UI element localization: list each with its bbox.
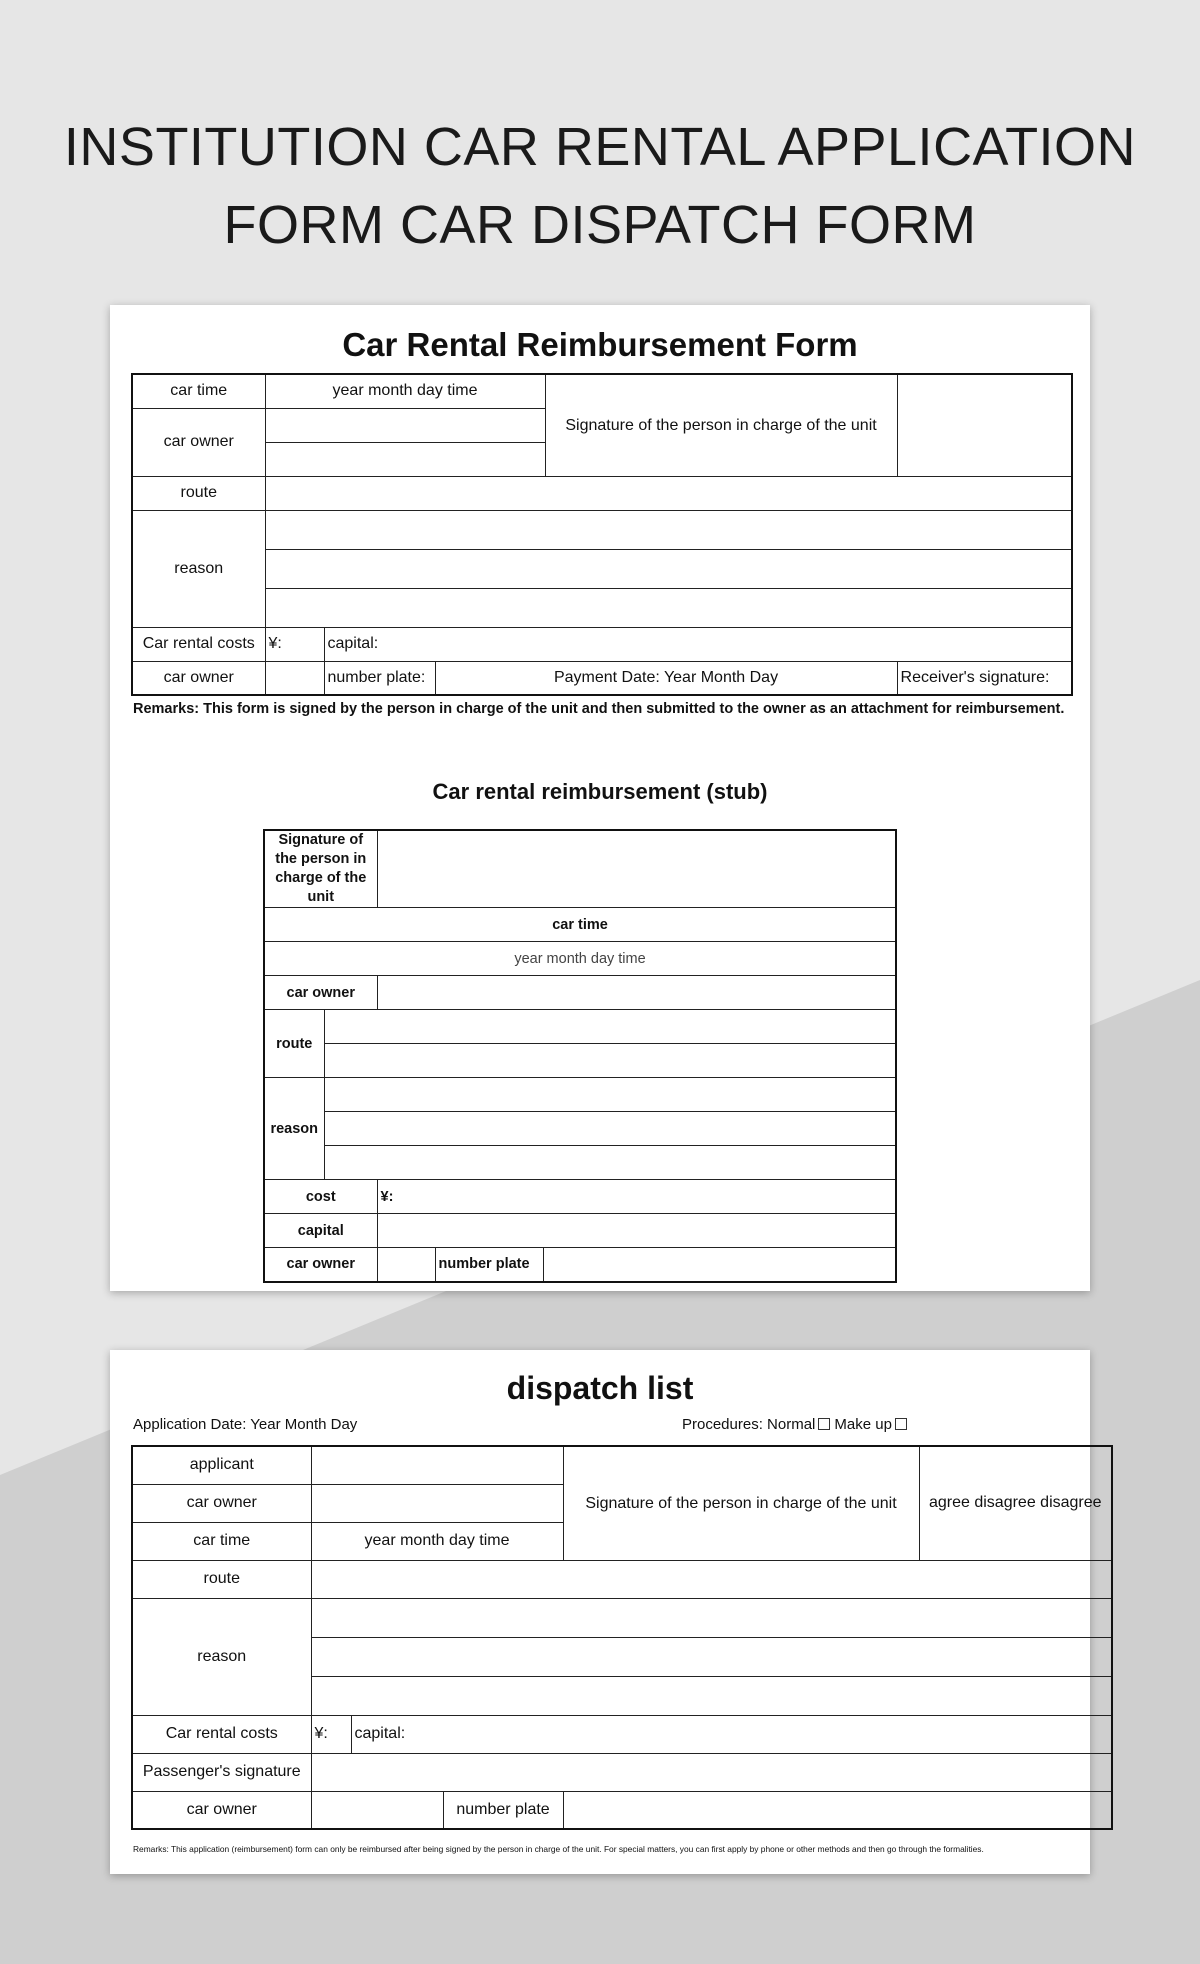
stub-car-time-label: car time xyxy=(264,908,896,942)
procedures-line xyxy=(682,1416,911,1433)
dispatch-reason-field-3[interactable] xyxy=(311,1676,1112,1715)
reimbursement-form-title: Car Rental Reimbursement Form xyxy=(342,326,858,363)
route-label: route xyxy=(132,476,265,510)
page-title xyxy=(0,108,1200,264)
unit-signature-label: Signature of the person in charge of the unit xyxy=(545,374,897,476)
dispatch-route-field[interactable] xyxy=(311,1560,1112,1598)
dispatch-car-owner-label: car owner xyxy=(132,1484,311,1522)
stub-reason-label: reason xyxy=(264,1078,324,1180)
stub-title: Car rental reimbursement (stub) xyxy=(432,779,768,804)
page-title-line-1: INSTITUTION CAR RENTAL APPLICATION xyxy=(63,117,1137,177)
car-owner-field-2[interactable] xyxy=(265,442,545,476)
number-plate-label: number plate: xyxy=(324,661,435,695)
stub-route-field-1[interactable] xyxy=(324,1010,896,1044)
passenger-signature-label: Passenger's signature xyxy=(132,1753,311,1791)
stub-route-label: route xyxy=(264,1010,324,1078)
stub-table xyxy=(263,829,897,1283)
reason-field-1[interactable] xyxy=(265,510,1072,549)
dispatch-reason-label: reason xyxy=(132,1598,311,1715)
dispatch-number-plate-field[interactable] xyxy=(563,1791,1112,1829)
dispatch-costs-label: Car rental costs xyxy=(132,1715,311,1753)
receiver-signature-field[interactable]: Receiver's signature: xyxy=(897,661,1072,695)
reason-field-3[interactable] xyxy=(265,588,1072,627)
reimbursement-table xyxy=(131,373,1073,696)
dispatch-list-title: dispatch list xyxy=(506,1370,694,1406)
stub-car-time-field[interactable]: year month day time xyxy=(264,942,896,976)
applicant-field[interactable] xyxy=(311,1446,563,1484)
make-up-checkbox[interactable] xyxy=(895,1418,907,1430)
payment-date-field[interactable]: Payment Date: Year Month Day xyxy=(435,661,897,695)
car-owner-field-3[interactable] xyxy=(265,661,324,695)
reason-field-2[interactable] xyxy=(265,549,1072,588)
dispatch-capital-field[interactable]: capital: xyxy=(351,1715,1112,1753)
stub-capital-label: capital xyxy=(264,1214,377,1248)
route-field[interactable] xyxy=(265,476,1072,510)
stub-car-owner-label: car owner xyxy=(264,976,377,1010)
dispatch-car-owner-label-2: car owner xyxy=(132,1791,311,1829)
stub-reason-field-1[interactable] xyxy=(324,1078,896,1112)
dispatch-reason-field-1[interactable] xyxy=(311,1598,1112,1637)
applicant-label: applicant xyxy=(132,1446,311,1484)
reimbursement-remarks: Remarks: This form is signed by the person in charge of the unit and then submitted to the owner as an attachment for reimbursement. xyxy=(133,701,1065,717)
stub-number-plate-field[interactable] xyxy=(543,1248,896,1282)
stub-yen-field[interactable]: ¥: xyxy=(377,1180,896,1214)
dispatch-remarks: Remarks: This application (reimbursement) form can only be reimbursed after being signed by the person in charge of the unit. For special matters, you can first apply by phone or other methods and then go through the formalities. xyxy=(133,1844,984,1854)
dispatch-yen-field[interactable]: ¥: xyxy=(311,1715,351,1753)
stub-route-field-2[interactable] xyxy=(324,1044,896,1078)
reimbursement-sheet xyxy=(110,305,1090,1291)
dispatch-car-owner-field[interactable] xyxy=(311,1484,563,1522)
application-date: Application Date: Year Month Day xyxy=(133,1416,358,1433)
stub-signature-label: Signature of the person in charge of the unit xyxy=(264,830,377,908)
car-time-label: car time xyxy=(132,374,265,408)
stub-car-owner-field[interactable] xyxy=(377,976,896,1010)
procedures-label: Procedures: Normal xyxy=(682,1416,816,1433)
normal-checkbox[interactable] xyxy=(818,1418,830,1430)
stub-number-plate-label: number plate xyxy=(435,1248,543,1282)
dispatch-signature-label: Signature of the person in charge of the unit xyxy=(563,1446,919,1560)
passenger-signature-field[interactable] xyxy=(311,1753,1112,1791)
reason-label: reason xyxy=(132,510,265,627)
car-owner-label-2: car owner xyxy=(132,661,265,695)
dispatch-number-plate-label: number plate xyxy=(443,1791,563,1829)
car-owner-field-1[interactable] xyxy=(265,408,545,442)
dispatch-reason-field-2[interactable] xyxy=(311,1637,1112,1676)
yen-field[interactable]: ¥: xyxy=(265,627,324,661)
make-up-label: Make up xyxy=(834,1416,892,1433)
dispatch-route-label: route xyxy=(132,1560,311,1598)
stub-car-owner-field-2[interactable] xyxy=(377,1248,435,1282)
stub-car-owner-label-2: car owner xyxy=(264,1248,377,1282)
stub-reason-field-2[interactable] xyxy=(324,1112,896,1146)
costs-label: Car rental costs xyxy=(132,627,265,661)
dispatch-car-time-field[interactable]: year month day time xyxy=(311,1522,563,1560)
stub-capital-field[interactable] xyxy=(377,1214,896,1248)
dispatch-car-owner-field-2[interactable] xyxy=(311,1791,443,1829)
stub-signature-field[interactable] xyxy=(377,830,896,908)
dispatch-sheet xyxy=(110,1350,1102,1874)
unit-signature-field[interactable] xyxy=(897,374,1072,476)
dispatch-car-time-label: car time xyxy=(132,1522,311,1560)
capital-field[interactable]: capital: xyxy=(324,627,1072,661)
dispatch-table xyxy=(131,1445,1113,1830)
car-time-field[interactable]: year month day time xyxy=(265,374,545,408)
page-title-line-2: FORM CAR DISPATCH FORM xyxy=(223,195,977,255)
stub-cost-label: cost xyxy=(264,1180,377,1214)
stub-reason-field-3[interactable] xyxy=(324,1146,896,1180)
decision-field[interactable]: agree disagree disagree xyxy=(919,1446,1112,1560)
car-owner-label: car owner xyxy=(132,408,265,476)
